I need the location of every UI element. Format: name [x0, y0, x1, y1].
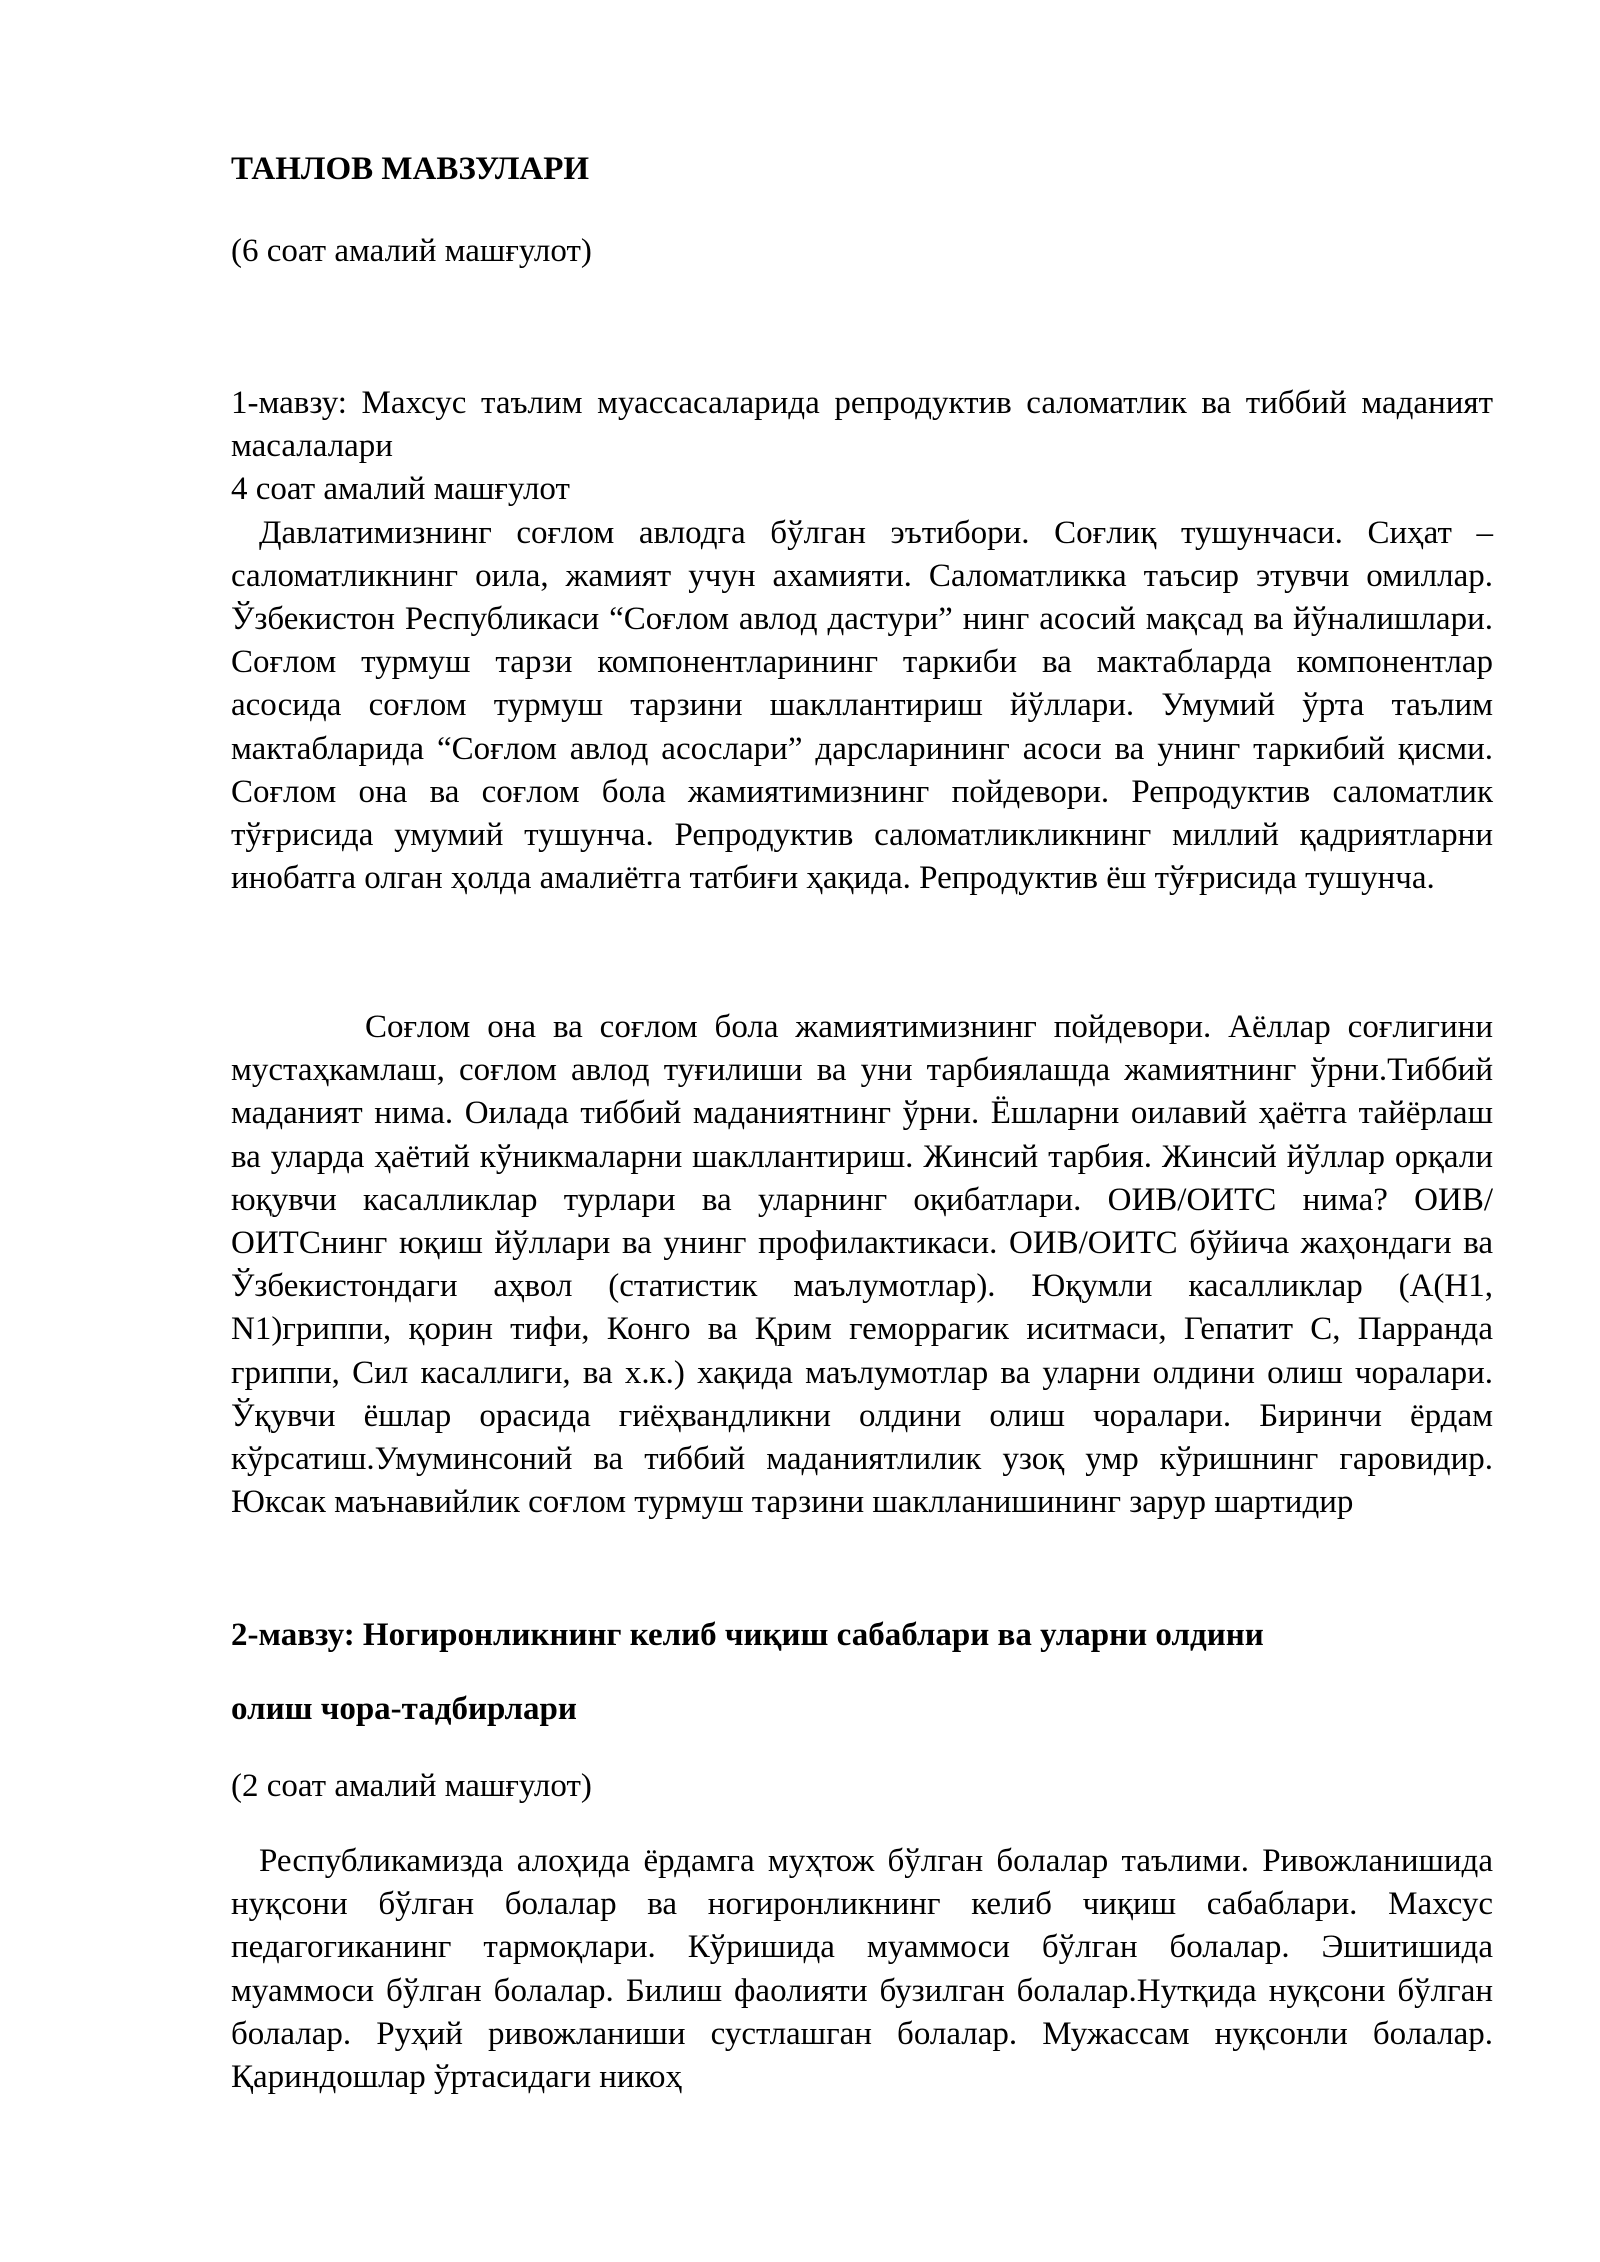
topic-2-section — [231, 1840, 1493, 2099]
topic-2-paragraph-1: Республикамизда алоҳида ёрдамга муҳтож бўлган болалар таълими. Ривожланишида нуқсони бўлган болалар ва ногиронликнинг келиб чиқиш сабаблари. Махсус педагогиканинг тармоқлари. Кўришида муаммоси бўлган болалар. Эшитишида муаммоси бўлган болалар. Билиш фаолияти бузилган болалар.Нутқида нуқсони бўлган болалар. Руҳий ривожланиши сустлашган болалар. Мужассам нуқсонли болалар. Қариндошлар ўртасидаги никоҳ — [231, 1843, 1493, 2096]
document-title: ТАНЛОВ МАВЗУЛАРИ — [231, 151, 590, 187]
topic-1-paragraph-2: Соғлом она ва соғлом бола жамиятимизнинг пойдевори. Аёллар соғлигини мустаҳкамлаш, соғлом авлод туғилиши ва уни тарбиялашда жамиятнинг ўрни.Тиббий маданият нима. Оилада тиббий маданиятнинг ўрни. Ёшларни оилавий ҳаётга тайёрлаш ва уларда ҳаётий кўникмаларни шакллантириш. Жинсий тарбия. Жинсий йўллар орқали юқувчи касалликлар турлари ва уларнинг оқибатлари. ОИВ/ОИТС нима? ОИВ/ОИТСнинг юқиш йўллари ва унинг профилактикаси. ОИВ/ОИТС бўйича жаҳондаги ва Ўзбекистондаги аҳвол (статистик маълумотлар). Юқумли касалликлар (А(Н1, N1)гриппи, қорин тифи, Конго ва Қрим геморрагик иситмаси, Гепатит С, Парранда гриппи, Сил касаллиги, ва х.к.) хақида маълумотлар ва уларни олдини олиш чоралари. Ўқувчи ёшлар орасида гиёҳвандликни олдини олиш чоралари. Биринчи ёрдам кўрсатиш.Умуминсоний ва тиббий маданиятлилик узоқ умр кўришнинг гаровидир. Юксак маънавийлик соғлом турмуш тарзини шаклланишининг зарур шартидир — [231, 1009, 1493, 1521]
topic-1-paragraph-1: Давлатимизнинг соғлом авлодга бўлган эътибори. Соғлиқ тушунчаси. Сиҳат –саломатликнинг оила, жамият учун ахамияти. Саломатликка таъсир этувчи омиллар. Ўзбекистон Республикаси “Соғлом авлод дастури” нинг асосий мақсад ва йўналишлари. Соғлом турмуш тарзи компонентларининг таркиби ва мактабларда компонентлар асосида соғлом турмуш тарзини шакллантириш йўллари. Умумий ўрта таълим мактабларида “Соғлом авлод асослари” дарсларининг асоси ва унинг таркибий қисми. Соғлом она ва соғлом бола жамиятимизнинг пойдевори. Репродуктив саломатлик тўғрисида умумий тушунча. Репродуктив саломатликликнинг миллий қадриятларни инобатга олган ҳолда амалиётга татбиғи ҳақида. Репродуктив ёш тўғрисида тушунча. — [231, 514, 1493, 897]
topic-2-heading-line-1: 2-мавзу: Ногиронликнинг келиб чиқиш сабаблари ва уларни олдини — [231, 1617, 1264, 1653]
document-subtitle: (6 соат амалий машғулот) — [231, 233, 592, 269]
topic-1-heading: 1-мавзу: Махсус таълим муассасаларида репродуктив саломатлик ва тиббий маданият масалалари — [231, 385, 1493, 465]
topic-1-section-continued — [231, 1006, 1493, 1524]
topic-1-section — [231, 382, 1493, 900]
topic-2-heading-line-2: олиш чора-тадбирлари — [231, 1691, 577, 1727]
topic-1-hours: 4 соат амалий машғулот — [231, 471, 570, 508]
topic-2-hours: (2 соат амалий машғулот) — [231, 1768, 592, 1804]
